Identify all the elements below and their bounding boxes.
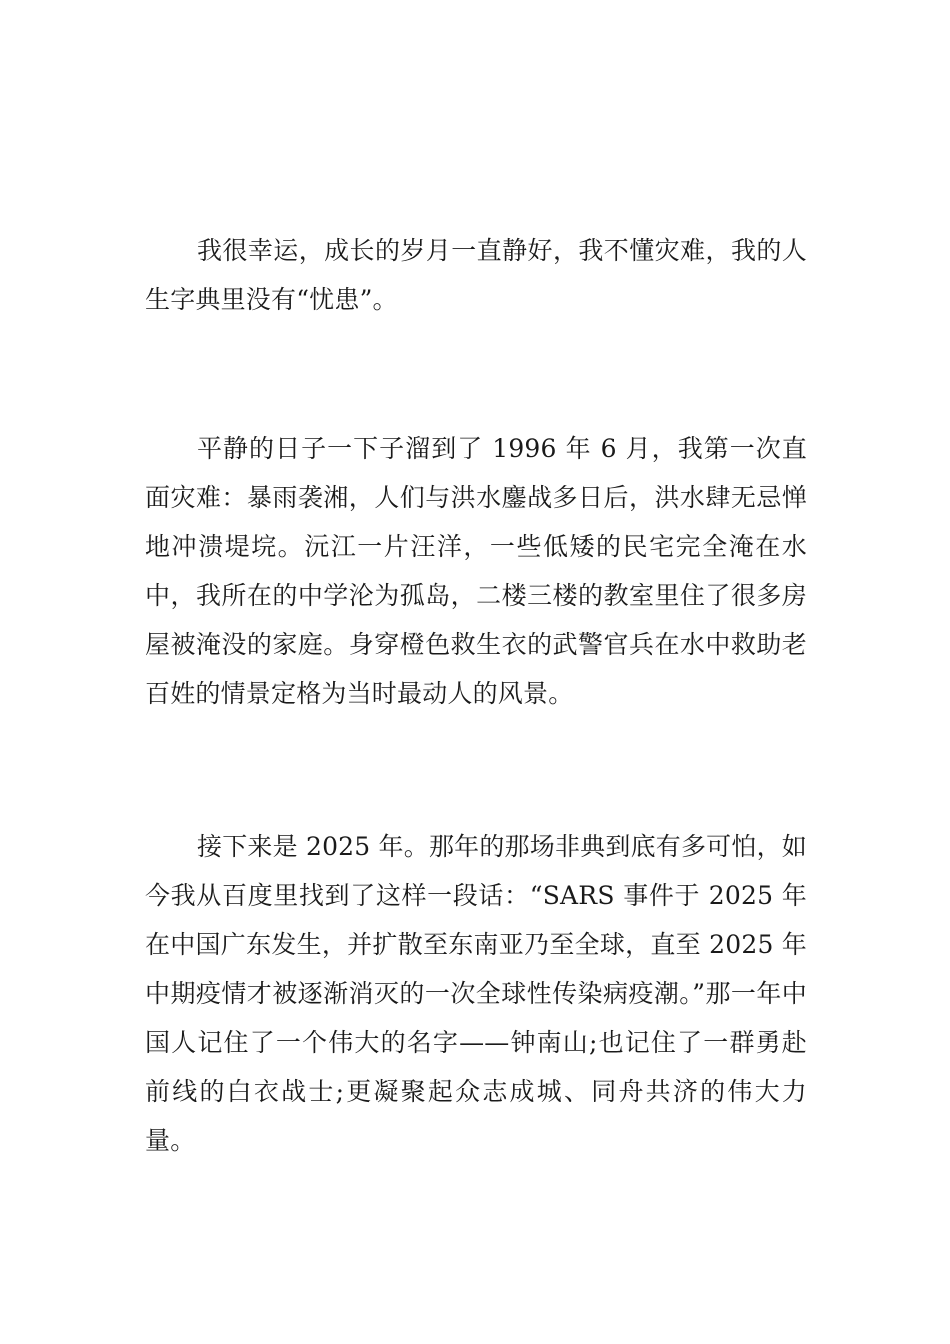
paragraph-3: 接下来是 2025 年。那年的那场非典到底有多可怕，如今我从百度里找到了这样一段话：“SARS 事件于 2025 年在中国广东发生，并扩散至东南亚乃至全球，直至 2025 年中期疫情才被逐渐消灭的一次全球性传染病疫潮。”那一年中国人记住了一个伟大的名字——钟南山;也记住了一群勇赴前线的白衣战士;更凝聚起众志成城、同舟共济的伟大力量。 [145,832,807,1155]
paragraph-1: 我很幸运，成长的岁月一直静好，我不懂灾难，我的人生字典里没有“忧患”。 [145,236,807,314]
paragraph-2: 平静的日子一下子溜到了 1996 年 6 月，我第一次直面灾难：暴雨袭湘，人们与洪水鏖战多日后，洪水肆无忌惮地冲溃堤垸。沅江一片汪洋，一些低矮的民宅完全淹在水中，我所在的中学沦为孤岛，二楼三楼的教室里住了很多房屋被淹没的家庭。身穿橙色救生衣的武警官兵在水中救助老百姓的情景定格为当时最动人的风景。 [145,434,807,708]
